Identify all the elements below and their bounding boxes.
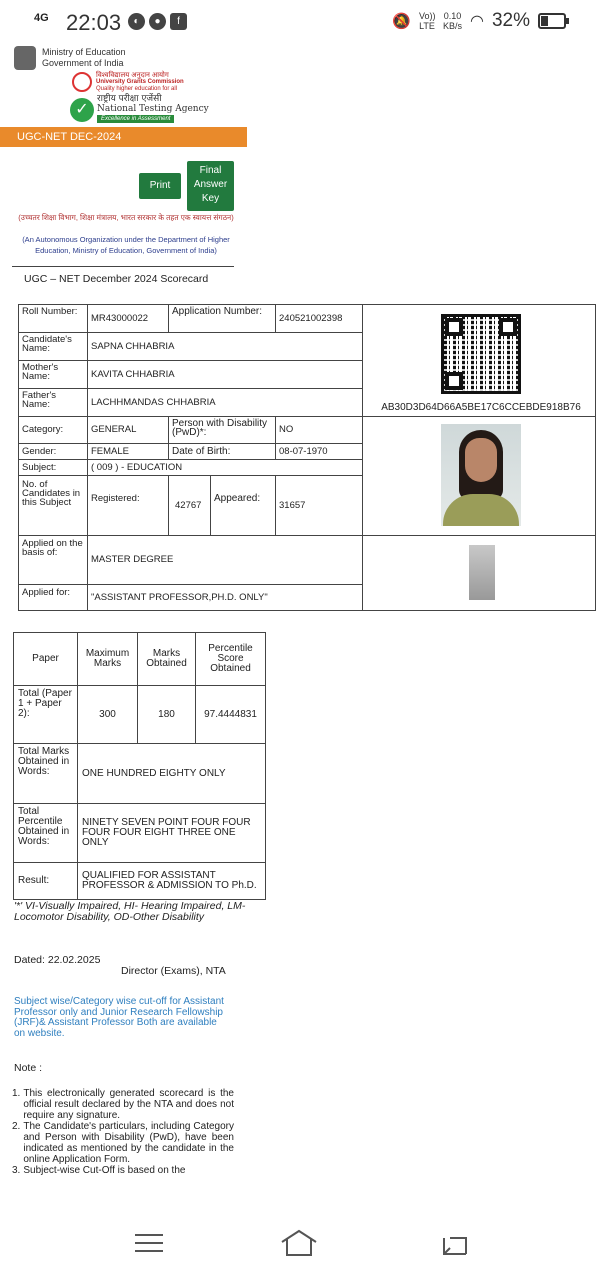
recent-apps-icon[interactable] xyxy=(135,1234,163,1258)
system-nav-bar xyxy=(0,1212,596,1280)
header-paper: Paper xyxy=(13,632,78,686)
roll-number-label: Roll Number: xyxy=(18,304,88,333)
notes-list xyxy=(12,1088,234,1176)
subject-value: ( 009 ) - EDUCATION xyxy=(87,459,363,476)
percentile-words-label: Total Percentile Obtained in Words: xyxy=(13,803,78,863)
header-percentile: Percentile Score Obtained xyxy=(195,632,266,686)
mute-icon: 🔕 xyxy=(392,13,411,30)
father-name-label: Father's Name: xyxy=(18,388,88,417)
registered-value: 42767 xyxy=(168,475,211,536)
network-indicator: 4G xyxy=(34,12,49,24)
header-marks-obtained: Marks Obtained xyxy=(137,632,196,686)
cutoff-link[interactable]: Subject wise/Category wise cut-off for Assistant Professor only and Junior Research Fellowship (JRF)& Assistant Professor Both are available on website. xyxy=(14,996,224,1039)
category-value: GENERAL xyxy=(87,416,169,444)
application-number-value: 240521002398 xyxy=(275,304,363,333)
appeared-label: Appeared: xyxy=(210,475,276,536)
exam-banner: UGC-NET DEC-2024 xyxy=(0,127,247,147)
candidate-photo xyxy=(441,424,521,526)
note-item: 3. Subject-wise Cut-Off is based on the xyxy=(12,1165,186,1176)
national-emblem-icon xyxy=(14,46,36,70)
candidate-name-value: SAPNA CHHABRIA xyxy=(87,332,363,361)
government-name: Government of India xyxy=(42,58,124,68)
subject-label: Subject: xyxy=(18,459,88,476)
total-percentile: 97.4444831 xyxy=(195,685,266,744)
disability-footnote: '*' VI-Visually Impaired, HI- Hearing Impaired, LM-Locomotor Disability, OD-Other Disability xyxy=(14,900,246,923)
ministry-block xyxy=(14,46,126,70)
wifi-icon: ◠ xyxy=(470,13,484,30)
scorecard-title: UGC – NET December 2024 Scorecard xyxy=(24,273,209,285)
ministry-name: Ministry of Education xyxy=(42,47,126,57)
mother-name-value: KAVITA CHHABRIA xyxy=(87,360,363,389)
candidate-name-label: Candidate's Name: xyxy=(18,332,88,361)
dob-value: 08-07-1970 xyxy=(275,443,363,460)
pwd-label: Person with Disability (PwD)*: xyxy=(168,416,276,444)
notification-icons xyxy=(128,13,187,30)
dob-label: Date of Birth: xyxy=(168,443,276,460)
candidate-signature xyxy=(469,545,495,600)
marks-words-label: Total Marks Obtained in Words: xyxy=(13,743,78,804)
roll-number-value: MR43000022 xyxy=(87,304,169,333)
marks-words-value: ONE HUNDRED EIGHTY ONLY xyxy=(77,743,266,804)
total-obtained: 180 xyxy=(137,685,196,744)
print-button[interactable]: Print xyxy=(139,173,181,199)
facebook-icon: f xyxy=(170,13,187,30)
nta-logo-text: राष्ट्रीय परीक्षा एजेंसी National Testing Agency xyxy=(97,94,209,114)
director-signature: Director (Exams), NTA xyxy=(121,965,226,977)
mother-name-label: Mother's Name: xyxy=(18,360,88,389)
battery-percent: 32% xyxy=(491,10,530,31)
volte-label: Vo)) LTE xyxy=(418,11,436,31)
final-answer-key-button[interactable]: Final Answer Key xyxy=(187,161,234,211)
divider xyxy=(12,266,234,267)
ugc-logo-text: विश्वविद्यालय अनुदान आयोग University Grants Commission Quality higher education for all xyxy=(96,72,184,92)
registered-label: Registered: xyxy=(87,475,169,536)
gender-label: Gender: xyxy=(18,443,88,460)
status-right xyxy=(392,10,566,32)
total-label: Total (Paper 1 + Paper 2): xyxy=(13,685,78,744)
chat-icon: ● xyxy=(149,13,166,30)
network-speed: 0.10 KB/s xyxy=(442,11,462,31)
ugc-logo-icon xyxy=(72,72,92,92)
gender-value: FEMALE xyxy=(87,443,169,460)
note-item: 1. This electronically generated scorecard is the official result declared by the NTA and does not require any signature. xyxy=(12,1088,234,1121)
applied-basis-value: MASTER DEGREE xyxy=(87,535,363,585)
total-max: 300 xyxy=(77,685,138,744)
qr-hash-code: AB30D3D64D66A5BE17C6CCEBDE918B76 xyxy=(381,402,581,413)
back-icon[interactable] xyxy=(440,1232,470,1258)
org-description-hindi: (उच्चतर शिक्षा विभाग, शिक्षा मंत्रालय, भारत सरकार के तहत एक स्वायत्त संगठन) xyxy=(18,213,234,222)
appeared-value: 31657 xyxy=(275,475,363,536)
application-number-label: Application Number: xyxy=(168,304,276,333)
note-heading: Note : xyxy=(14,1062,43,1074)
org-description-english: (An Autonomous Organization under the Department of Higher Education, Ministry of Education, Government of India) xyxy=(22,235,230,255)
nta-logo-icon: ✓ xyxy=(70,98,94,122)
num-candidates-label: No. of Candidates in this Subject xyxy=(18,475,88,536)
note-item: 2. The Candidate's particulars, including Category and Person with Disability (PwD), have been indicated as mentioned by the candidate in the online Application Form. xyxy=(12,1121,234,1165)
home-icon[interactable] xyxy=(280,1228,318,1258)
applied-for-label: Applied for: xyxy=(18,584,88,611)
applied-for-value: "ASSISTANT PROFESSOR,PH.D. ONLY" xyxy=(87,584,363,611)
result-label: Result: xyxy=(13,862,78,900)
sync-icon: ◐ xyxy=(128,13,145,30)
father-name-value: LACHHMANDAS CHHABRIA xyxy=(87,388,363,417)
battery-icon xyxy=(538,13,566,29)
header-max-marks: Maximum Marks xyxy=(77,632,138,686)
status-bar xyxy=(0,0,596,46)
pwd-value: NO xyxy=(275,416,363,444)
percentile-words-value: NINETY SEVEN POINT FOUR FOUR FOUR FOUR EIGHT THREE ONE ONLY xyxy=(77,803,266,863)
nta-tagline: Excellence in Assessment xyxy=(97,115,174,123)
category-label: Category: xyxy=(18,416,88,444)
clock: 22:03 xyxy=(66,10,122,35)
applied-basis-label: Applied on the basis of: xyxy=(18,535,88,585)
result-value: QUALIFIED FOR ASSISTANT PROFESSOR & ADMISSION TO Ph.D. xyxy=(77,862,266,900)
dated-text: Dated: 22.02.2025 xyxy=(14,954,101,966)
qr-code-icon xyxy=(441,314,521,394)
